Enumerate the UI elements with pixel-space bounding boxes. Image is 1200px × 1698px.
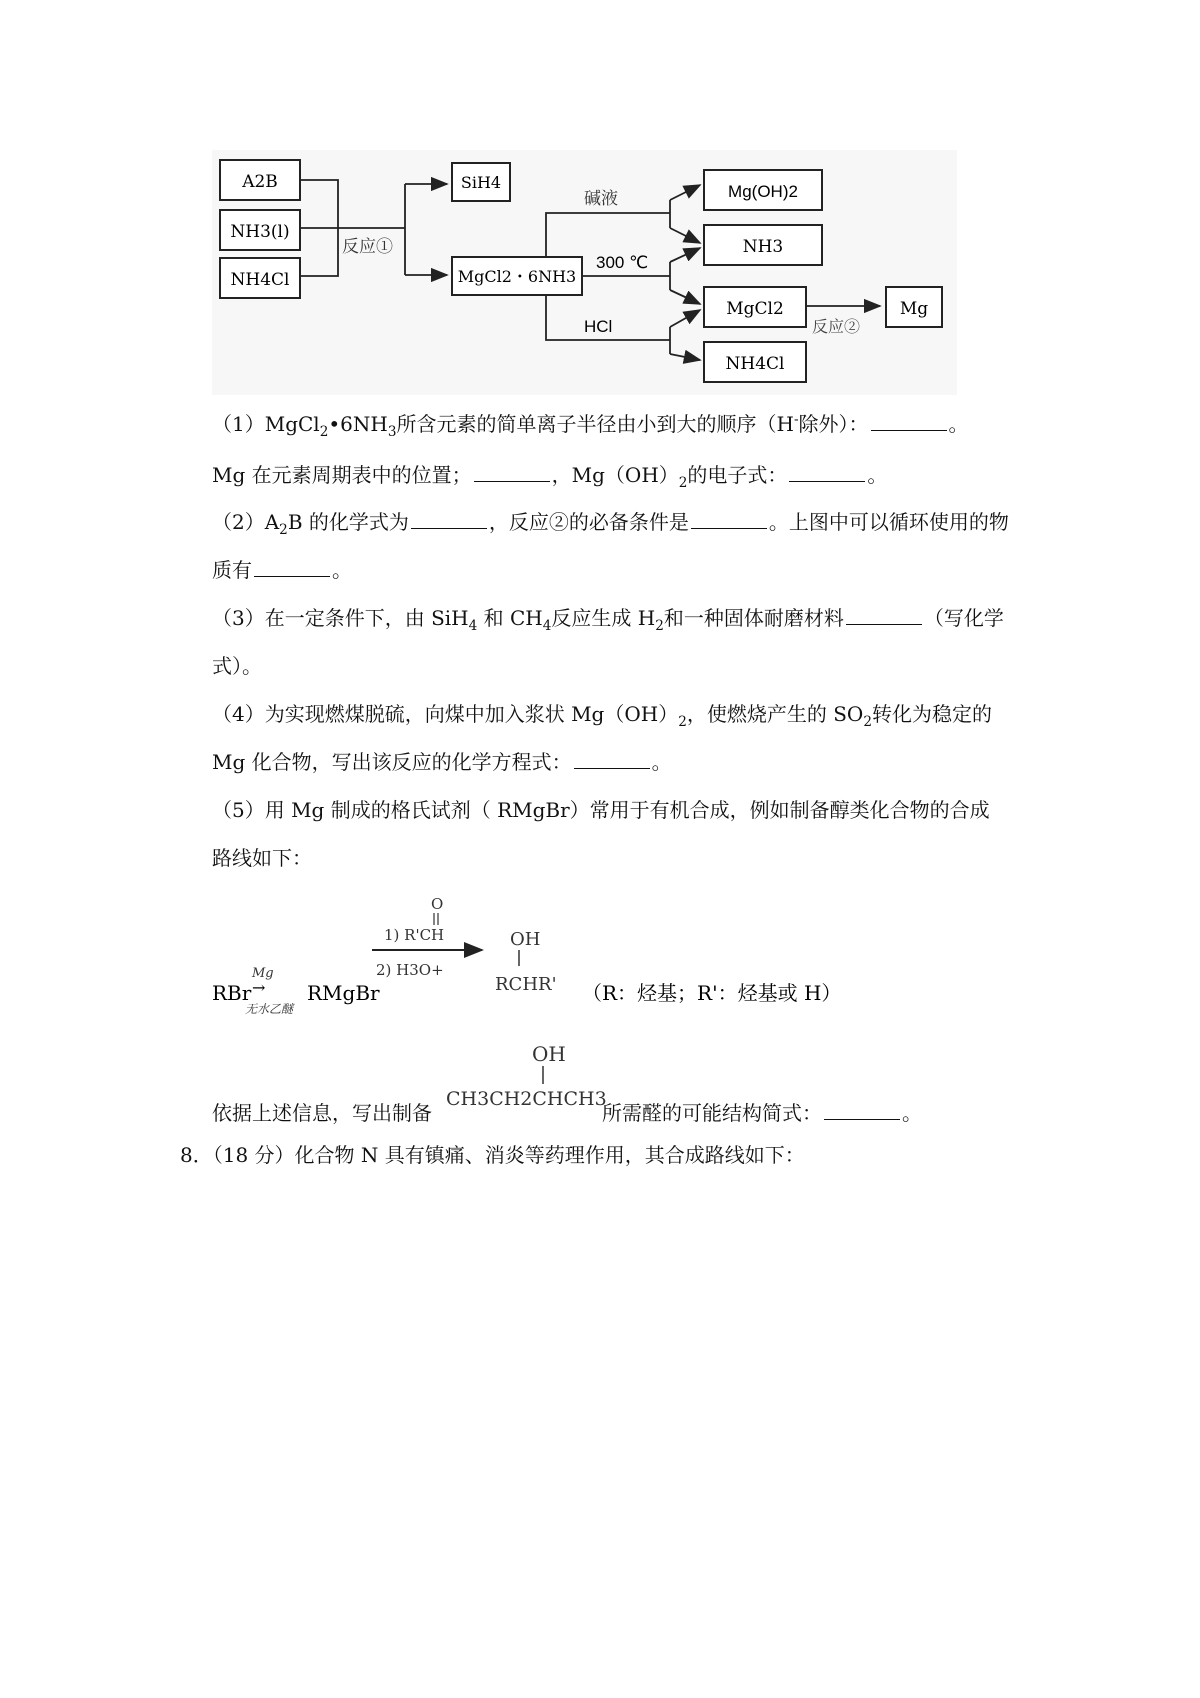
q5-text: 路线如下： xyxy=(212,846,312,870)
subscript: 2 xyxy=(279,522,288,538)
q4-text: 。 xyxy=(651,750,672,774)
q5-text: （5）用 Mg 制成的格氏试剂（ RMgBr）常用于有机合成，例如制备醇类化合物的合成 xyxy=(212,798,990,822)
branch-label-300c: 300 ℃ xyxy=(596,253,649,272)
q2-text: （2）A xyxy=(212,510,280,534)
q2-text: 。上图中可以循环使用的物 xyxy=(768,510,1009,534)
subscript: 2 xyxy=(655,618,664,634)
q1-text: •6NH xyxy=(328,412,388,436)
q4-text: （4）为实现燃煤脱硫，向煤中加入浆状 Mg（OH） xyxy=(212,702,679,726)
q1-text: 的电子式： xyxy=(687,463,788,487)
scheme-arrow-1: → xyxy=(252,978,266,997)
target-formula: CH3CH2CHCH3 xyxy=(446,1088,607,1110)
answer-blank[interactable] xyxy=(824,1105,900,1120)
branch-label-hcl: HCl xyxy=(584,317,613,336)
label-mgcl2-6nh3: MgCl2・6NH3 xyxy=(457,267,577,286)
label-nh4cl-input: NH4Cl xyxy=(230,270,290,290)
reaction-2-label: 反应② xyxy=(812,317,861,336)
label-nh3-liquid: NH3(l) xyxy=(230,222,290,242)
scheme-product-oh: OH xyxy=(510,929,541,950)
q3-text: 式）。 xyxy=(212,654,262,678)
target-oh: OH xyxy=(532,1042,566,1066)
q2-text: ，反应②的必备条件是 xyxy=(488,510,689,534)
scheme-rbr: RBr xyxy=(212,981,252,1005)
label-mgoh2: Mg(OH)2 xyxy=(728,182,798,201)
q1-text: 。 xyxy=(867,463,888,487)
scheme-solvent: 无水乙醚 xyxy=(245,1002,294,1016)
branch-label-alkali: 碱液 xyxy=(584,189,618,209)
scheme-carbonyl-o: O xyxy=(431,895,444,913)
q5-text: 依据上述信息，写出制备 xyxy=(212,1101,432,1125)
subscript: 2 xyxy=(678,475,688,491)
subscript: 3 xyxy=(387,424,397,440)
q1-text: （1）MgCl xyxy=(212,412,320,436)
scheme-note: （R：烃基；R'：烃基或 H） xyxy=(582,981,842,1005)
q3-text: 和一种固体耐磨材料 xyxy=(663,606,844,630)
q1-text: Mg 在元素周期表中的位置； xyxy=(212,463,472,487)
q2-text: B 的化学式为 xyxy=(287,510,409,534)
q4-text: Mg 化合物，写出该反应的化学方程式： xyxy=(212,750,572,774)
label-nh3: NH3 xyxy=(742,237,784,257)
subscript: 2 xyxy=(319,424,329,440)
label-mgcl2: MgCl2 xyxy=(726,299,784,319)
question-8-heading xyxy=(180,1143,1000,1167)
q5-text: 所需醛的可能结构简式： xyxy=(602,1101,822,1125)
label-mg: Mg xyxy=(899,299,929,319)
scheme-step-1: 1) R'CH xyxy=(384,926,445,944)
q1-text: ，Mg（OH） xyxy=(551,463,679,487)
q1-text: 。 xyxy=(948,412,969,436)
q2-text: 质有 xyxy=(212,558,252,582)
reaction-1-label: 反应① xyxy=(342,237,393,257)
q3-text: 和 CH xyxy=(483,606,543,630)
q5-text: 。 xyxy=(902,1101,922,1125)
q1-text: 所含元素的简单离子半径由小到大的顺序（H xyxy=(396,412,794,436)
superscript: - xyxy=(793,411,799,428)
q2-text: 。 xyxy=(332,558,352,582)
subscript: 4 xyxy=(468,618,478,634)
question-5-final-line xyxy=(212,1101,1032,1125)
scheme-mg-reagent: Mg xyxy=(252,966,274,981)
q4-text: 转化为稳定的 xyxy=(871,702,992,726)
label-a2b: A2B xyxy=(242,172,278,192)
scheme-step-2: 2) H3O+ xyxy=(376,961,444,979)
q8-text: 8．（18 分）化合物 N 具有镇痛、消炎等药理作用，其合成路线如下： xyxy=(180,1143,805,1167)
label-nh4cl-output: NH4Cl xyxy=(725,354,785,374)
q3-text: （3）在一定条件下，由 SiH xyxy=(212,606,469,630)
q1-text: 除外）： xyxy=(798,412,869,436)
q4-text: ，使燃烧产生的 SO xyxy=(686,702,864,726)
label-sih4: SiH4 xyxy=(460,173,502,192)
subscript: 2 xyxy=(863,714,872,730)
scheme-rmgbr: RMgBr xyxy=(307,981,380,1005)
subscript: 4 xyxy=(542,618,552,634)
q3-text: （写化学 xyxy=(923,606,1004,630)
q3-text: 反应生成 H xyxy=(551,606,656,630)
subscript: 2 xyxy=(678,714,687,730)
scheme-product: RCHR' xyxy=(495,974,557,995)
